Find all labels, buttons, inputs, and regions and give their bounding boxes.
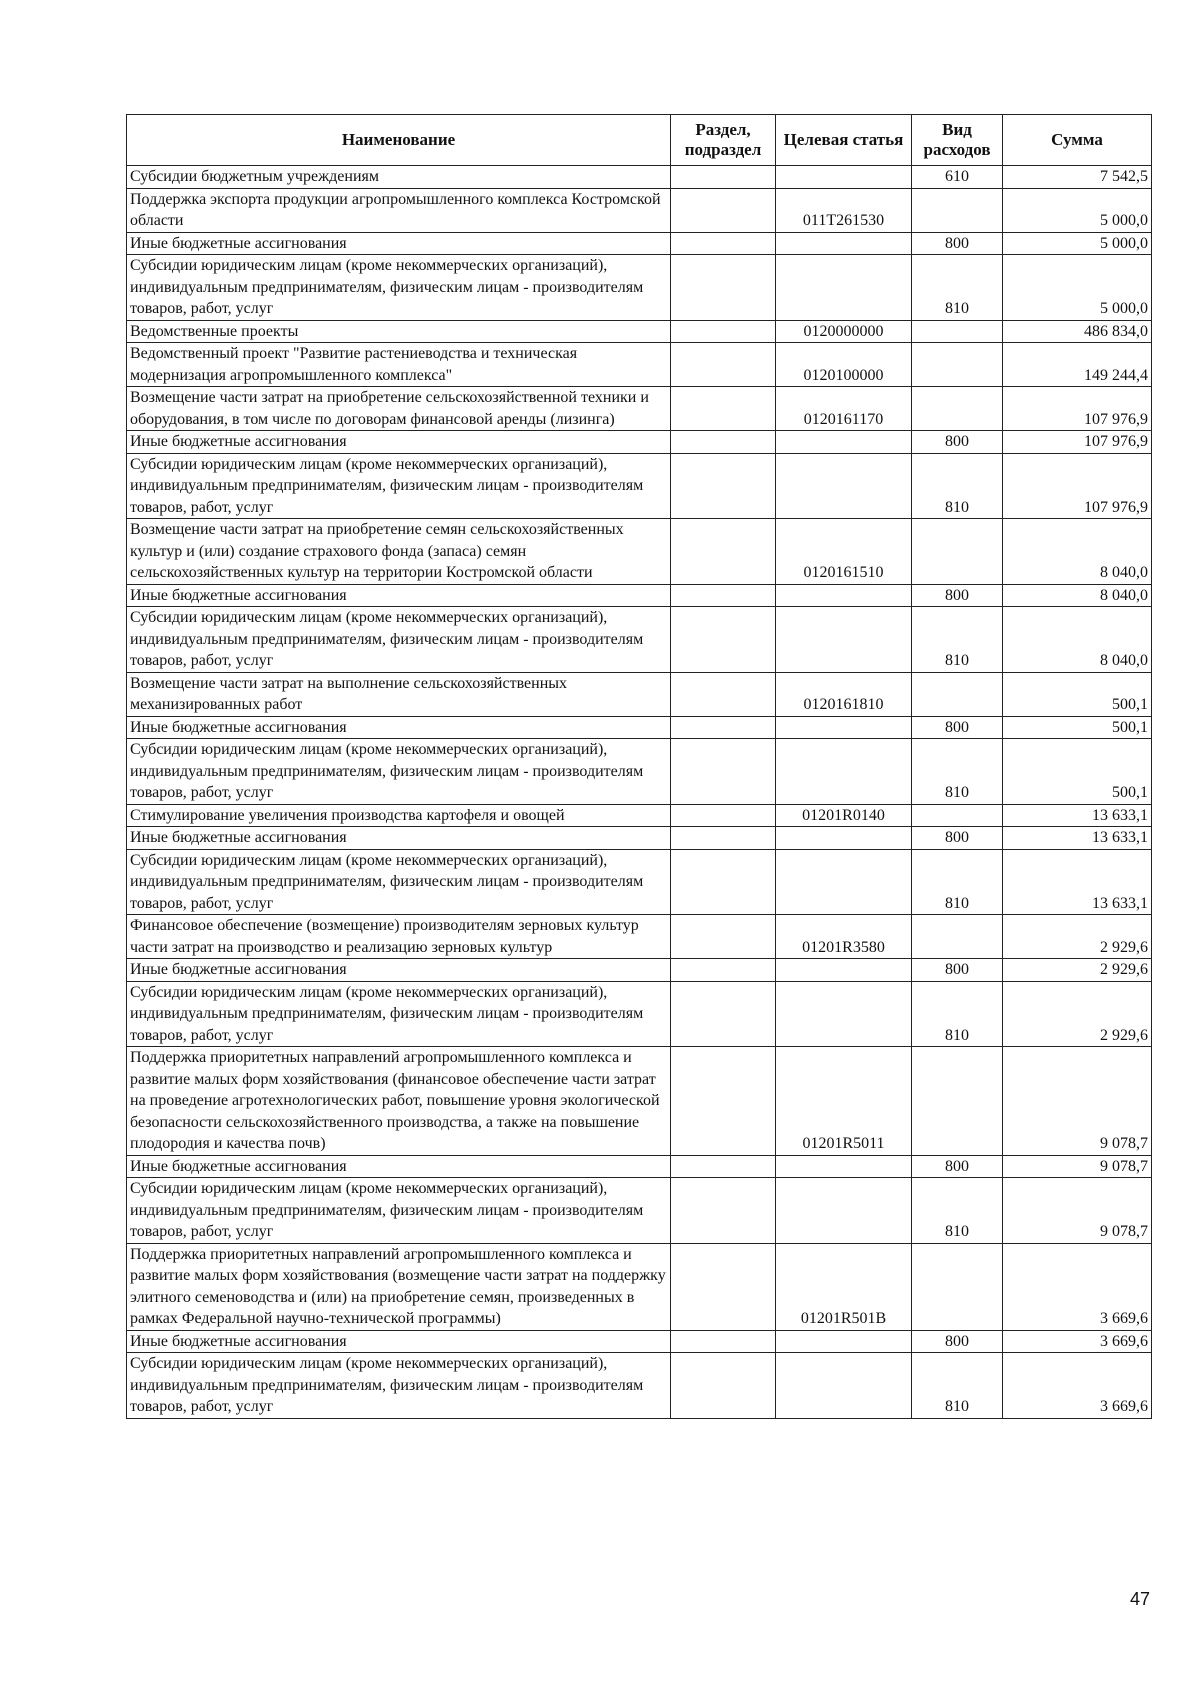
cell-sum: 500,1 [1003,672,1152,716]
cell-section [671,981,776,1047]
cell-kind: 800 [912,1330,1003,1353]
cell-kind [912,915,1003,959]
cell-target: 0120000000 [776,320,912,343]
cell-section [671,255,776,321]
cell-section [671,1047,776,1156]
cell-kind: 800 [912,716,1003,739]
cell-sum: 2 929,6 [1003,981,1152,1047]
cell-target [776,453,912,519]
table-row [127,981,1152,1047]
table-row [127,166,1152,189]
cell-kind [912,1243,1003,1330]
header-row [127,115,1152,166]
cell-name: Иные бюджетные ассигнования [127,431,671,454]
cell-target [776,1178,912,1244]
cell-target: 011T261530 [776,188,912,232]
cell-kind: 800 [912,232,1003,255]
table-row [127,1243,1152,1330]
cell-sum: 500,1 [1003,716,1152,739]
table-row [127,232,1152,255]
cell-target [776,166,912,189]
table-row [127,1047,1152,1156]
cell-section [671,320,776,343]
cell-name: Поддержка экспорта продукции агропромышленного комплекса Костромской области [127,188,671,232]
cell-sum: 9 078,7 [1003,1155,1152,1178]
table-row [127,431,1152,454]
cell-target: 01201R0140 [776,804,912,827]
cell-name: Субсидии бюджетным учреждениям [127,166,671,189]
header-sum: Сумма [1003,115,1152,166]
cell-section [671,1178,776,1244]
cell-name: Возмещение части затрат на приобретение семян сельскохозяйственных культур и (или) создание страхового фонда (запаса) семян сельскохозяйственных культур на территории Костромской области [127,519,671,585]
cell-target: 01201R501B [776,1243,912,1330]
cell-kind: 810 [912,849,1003,915]
cell-section [671,959,776,982]
cell-section [671,1243,776,1330]
cell-kind [912,320,1003,343]
cell-section [671,672,776,716]
cell-target [776,1330,912,1353]
table-row [127,716,1152,739]
cell-kind [912,343,1003,387]
table-row [127,804,1152,827]
cell-sum: 3 669,6 [1003,1243,1152,1330]
cell-sum: 3 669,6 [1003,1353,1152,1419]
cell-sum: 500,1 [1003,739,1152,805]
cell-kind: 810 [912,1178,1003,1244]
cell-kind [912,672,1003,716]
cell-name: Субсидии юридическим лицам (кроме некоммерческих организаций), индивидуальным предпринимателям, физическим лицам - производителям товаров, работ, услуг [127,849,671,915]
cell-section [671,166,776,189]
cell-sum: 107 976,9 [1003,431,1152,454]
cell-section [671,1353,776,1419]
cell-section [671,343,776,387]
cell-target [776,1155,912,1178]
cell-sum: 13 633,1 [1003,827,1152,850]
cell-sum: 7 542,5 [1003,166,1152,189]
cell-kind: 810 [912,981,1003,1047]
cell-target: 0120161810 [776,672,912,716]
cell-section [671,804,776,827]
cell-sum: 486 834,0 [1003,320,1152,343]
cell-name: Поддержка приоритетных направлений агропромышленного комплекса и развитие малых форм хозяйствования (возмещение части затрат на поддержку элитного семеноводства и (или) на приобретение семян, произведенных в рамках Федеральной научно-технической программы) [127,1243,671,1330]
table-row [127,607,1152,673]
cell-kind: 810 [912,453,1003,519]
cell-section [671,453,776,519]
cell-target: 01201R5011 [776,1047,912,1156]
table-row [127,849,1152,915]
table-row [127,1155,1152,1178]
table-row [127,188,1152,232]
table-body [127,166,1152,1419]
cell-kind: 810 [912,1353,1003,1419]
cell-name: Иные бюджетные ассигнования [127,959,671,982]
cell-sum: 2 929,6 [1003,915,1152,959]
table-row [127,453,1152,519]
cell-kind: 800 [912,431,1003,454]
cell-target [776,981,912,1047]
cell-section [671,915,776,959]
cell-sum: 107 976,9 [1003,387,1152,431]
cell-name: Возмещение части затрат на выполнение сельскохозяйственных механизированных работ [127,672,671,716]
cell-kind [912,387,1003,431]
cell-section [671,519,776,585]
cell-name: Ведомственный проект "Развитие растениеводства и техническая модернизация агропромышленного комплекса" [127,343,671,387]
table-row [127,1353,1152,1419]
cell-section [671,739,776,805]
table-row [127,672,1152,716]
cell-section [671,431,776,454]
table-row [127,1178,1152,1244]
cell-target [776,431,912,454]
cell-target [776,959,912,982]
header-kind: Вид расходов [912,115,1003,166]
cell-name: Субсидии юридическим лицам (кроме некоммерческих организаций), индивидуальным предпринимателям, физическим лицам - производителям товаров, работ, услуг [127,255,671,321]
cell-name: Субсидии юридическим лицам (кроме некоммерческих организаций), индивидуальным предпринимателям, физическим лицам - производителям товаров, работ, услуг [127,981,671,1047]
cell-sum: 13 633,1 [1003,849,1152,915]
table-row [127,827,1152,850]
cell-kind: 810 [912,739,1003,805]
cell-name: Иные бюджетные ассигнования [127,1330,671,1353]
cell-kind: 800 [912,1155,1003,1178]
cell-kind [912,1047,1003,1156]
cell-sum: 5 000,0 [1003,232,1152,255]
table-row [127,255,1152,321]
cell-kind [912,188,1003,232]
cell-name: Субсидии юридическим лицам (кроме некоммерческих организаций), индивидуальным предпринимателям, физическим лицам - производителям товаров, работ, услуг [127,607,671,673]
cell-target: 0120161170 [776,387,912,431]
cell-section [671,1330,776,1353]
cell-sum: 3 669,6 [1003,1330,1152,1353]
cell-kind: 800 [912,827,1003,850]
cell-target: 01201R3580 [776,915,912,959]
cell-name: Иные бюджетные ассигнования [127,716,671,739]
cell-sum: 5 000,0 [1003,255,1152,321]
cell-name: Субсидии юридическим лицам (кроме некоммерческих организаций), индивидуальным предпринимателям, физическим лицам - производителям товаров, работ, услуг [127,1353,671,1419]
cell-kind [912,804,1003,827]
cell-name: Финансовое обеспечение (возмещение) производителям зерновых культур части затрат на производство и реализацию зерновых культур [127,915,671,959]
header-target: Целевая статья [776,115,912,166]
cell-target [776,584,912,607]
cell-section [671,827,776,850]
cell-name: Ведомственные проекты [127,320,671,343]
header-name: Наименование [127,115,671,166]
cell-sum: 8 040,0 [1003,584,1152,607]
cell-target [776,255,912,321]
cell-kind: 800 [912,959,1003,982]
cell-target [776,827,912,850]
cell-section [671,716,776,739]
cell-sum: 107 976,9 [1003,453,1152,519]
cell-section [671,387,776,431]
cell-sum: 149 244,4 [1003,343,1152,387]
cell-section [671,188,776,232]
table-row [127,1330,1152,1353]
cell-kind: 800 [912,584,1003,607]
cell-sum: 13 633,1 [1003,804,1152,827]
cell-name: Субсидии юридическим лицам (кроме некоммерческих организаций), индивидуальным предпринимателям, физическим лицам - производителям товаров, работ, услуг [127,739,671,805]
cell-sum: 2 929,6 [1003,959,1152,982]
cell-name: Иные бюджетные ассигнования [127,1155,671,1178]
cell-kind: 810 [912,607,1003,673]
budget-table [126,114,1152,1419]
cell-kind: 810 [912,255,1003,321]
table-row [127,739,1152,805]
table-row [127,959,1152,982]
cell-section [671,1155,776,1178]
cell-name: Иные бюджетные ассигнования [127,232,671,255]
table-row [127,387,1152,431]
cell-sum: 8 040,0 [1003,519,1152,585]
table-row [127,915,1152,959]
cell-target: 0120161510 [776,519,912,585]
cell-target [776,849,912,915]
page-number: 47 [1130,1589,1151,1609]
cell-target: 0120100000 [776,343,912,387]
cell-section [671,232,776,255]
cell-name: Поддержка приоритетных направлений агропромышленного комплекса и развитие малых форм хозяйствования (финансовое обеспечение части затрат на проведение агротехнологических работ, повышение уровня экологической безопасности сельскохозяйственного производства, а также на повышение плодородия и качества почв) [127,1047,671,1156]
cell-kind: 610 [912,166,1003,189]
cell-target [776,1353,912,1419]
table-row [127,519,1152,585]
cell-sum: 5 000,0 [1003,188,1152,232]
cell-target [776,232,912,255]
cell-name: Субсидии юридическим лицам (кроме некоммерческих организаций), индивидуальным предпринимателям, физическим лицам - производителям товаров, работ, услуг [127,1178,671,1244]
cell-name: Иные бюджетные ассигнования [127,584,671,607]
cell-name: Иные бюджетные ассигнования [127,827,671,850]
table-row [127,584,1152,607]
cell-target [776,739,912,805]
cell-target [776,607,912,673]
cell-sum: 9 078,7 [1003,1178,1152,1244]
cell-section [671,584,776,607]
cell-sum: 8 040,0 [1003,607,1152,673]
cell-target [776,716,912,739]
cell-kind [912,519,1003,585]
table-row [127,343,1152,387]
cell-name: Субсидии юридическим лицам (кроме некоммерческих организаций), индивидуальным предпринимателям, физическим лицам - производителям товаров, работ, услуг [127,453,671,519]
table-header [127,115,1152,166]
cell-name: Возмещение части затрат на приобретение сельскохозяйственной техники и оборудования, в том числе по договорам финансовой аренды (лизинга) [127,387,671,431]
table-row [127,320,1152,343]
cell-name: Стимулирование увеличения производства картофеля и овощей [127,804,671,827]
cell-sum: 9 078,7 [1003,1047,1152,1156]
cell-section [671,849,776,915]
cell-section [671,607,776,673]
header-section: Раздел, подраздел [671,115,776,166]
